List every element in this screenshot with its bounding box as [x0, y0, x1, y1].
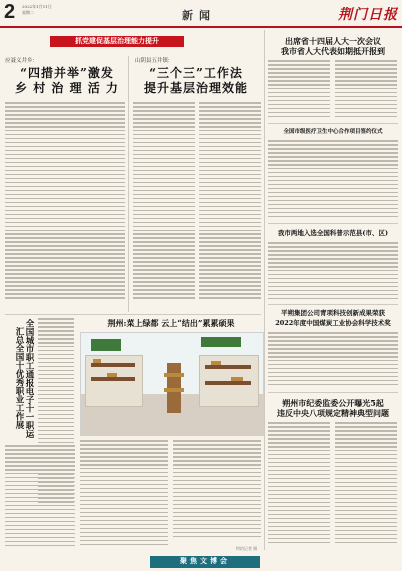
right-story-1-body-col1 [268, 60, 330, 120]
exhibition-photo [80, 332, 264, 436]
right-headline-3: 我市两地入选全国科普示范县(市、区) [277, 229, 389, 237]
section-rule [268, 123, 398, 124]
section-title: 新闻 [182, 9, 216, 22]
story-mid-body-col2 [199, 102, 261, 310]
date-line: 2022年1月11日 星期二 [22, 4, 52, 15]
column-rule [264, 30, 265, 550]
section-rule [5, 314, 261, 315]
photo-credit: 特约记者 摄 [236, 546, 258, 551]
right-headline-1: 出席省十四届人大一次会议 我市省人大代表如期抵开报到 [281, 36, 385, 56]
right-story-4-body [268, 332, 398, 390]
right-story-5-body-col2 [335, 422, 397, 550]
column-rule [128, 56, 129, 312]
story-mid-kicker: 山阴县五井镇: [135, 58, 170, 64]
story-left-kicker: 应聂义井乡: [5, 58, 35, 64]
right-story-1-body-col2 [335, 60, 397, 120]
section-rule [268, 392, 398, 393]
topic-banner: 抓党建促基层治理能力提升 [50, 36, 184, 47]
section-rule [268, 304, 398, 305]
story-left-headline: “四措并举”激发 乡 村 治 理 活 力 [15, 66, 119, 95]
newspaper-logo: 荆门日报 [338, 7, 398, 23]
story-vertical-headline: 全国城市职工通报电子十一职运汇总全国十优秀职业工作展 [14, 318, 34, 438]
footer-banner: 聚焦文博会 [150, 556, 260, 568]
photo-story-headline: 荆州:菜上绿都 云上“结出”累累硕果 [107, 318, 235, 328]
right-story-3-body [268, 242, 398, 302]
page-number: 2 [4, 1, 16, 23]
right-story-5-body-col1 [268, 422, 330, 550]
right-headline-5: 朔州市纪委监委公开曝光5起 违反中央八项规定精神典型问题 [277, 398, 389, 418]
photo-story-body-col2 [173, 440, 261, 544]
story-vertical-body-lower [5, 445, 75, 550]
story-mid-headline: “三个三”工作法 提升基层治理效能 [143, 66, 248, 95]
right-headline-4: 平朔集团公司青项科技创新成果荣获 2022年度中国煤炭工业协会科学技术奖 [275, 309, 391, 327]
right-headline-2: 全国市级医疗卫生中心合作项目签约仪式 [283, 129, 383, 135]
right-story-2-body [268, 140, 398, 220]
story-left-body [5, 102, 125, 310]
photo-story-body-col1 [80, 440, 168, 550]
section-rule [268, 223, 398, 224]
story-mid-body-col1 [133, 102, 195, 310]
